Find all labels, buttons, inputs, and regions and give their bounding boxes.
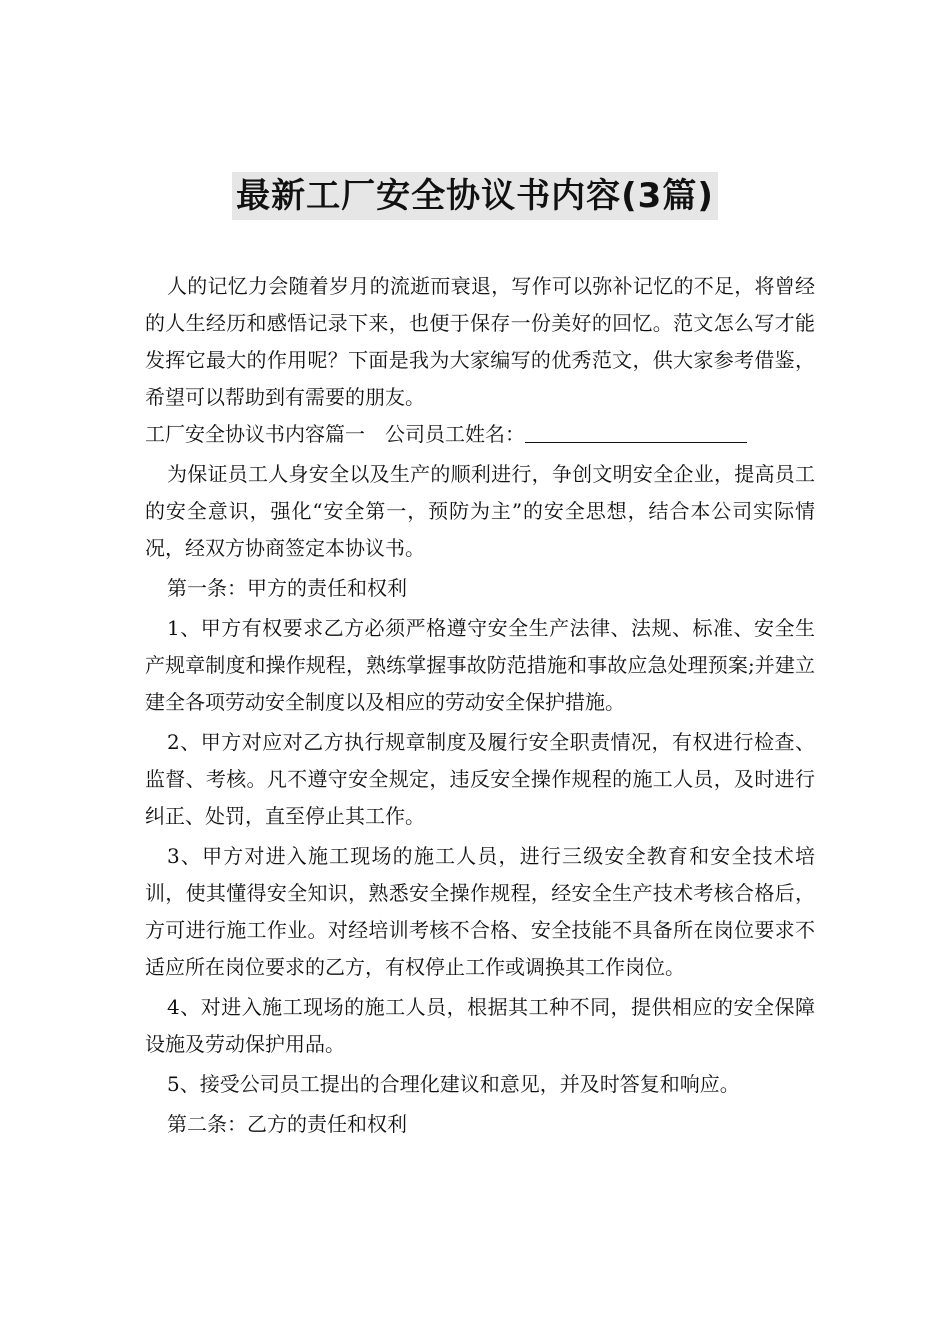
article1-item-2: 2、甲方对应对乙方执行规章制度及履行安全职责情况，有权进行检查、监督、考核。凡不遵守安全规定，违反安全操作规程的施工人员，及时进行纠正、处罚，直至停止其工作。 bbox=[145, 730, 815, 828]
document-title: 最新工厂安全协议书内容(3篇) bbox=[232, 172, 718, 220]
section-heading-line bbox=[145, 416, 815, 453]
employee-name-blank bbox=[525, 420, 747, 443]
article1-item-3: 3、甲方对进入施工现场的施工人员，进行三级安全教育和安全技术培训，使其懂得安全知识，熟悉安全操作规程，经安全生产技术考核合格后，方可进行施工作业。对经培训考核不合格、安全技能不具备所在岗位要求不适应所在岗位要求的乙方，有权停止工作或调换其工作岗位。 bbox=[145, 844, 815, 979]
article1-title: 第一条：甲方的责任和权利 bbox=[167, 576, 407, 600]
article1-item-5: 5、接受公司员工提出的合理化建议和意见，并及时答复和响应。 bbox=[167, 1072, 740, 1096]
employee-name-label: 公司员工姓名： bbox=[385, 422, 525, 446]
article1-item-4: 4、对进入施工现场的施工人员，根据其工种不同，提供相应的安全保障设施及劳动保护用品。 bbox=[145, 995, 815, 1056]
intro-paragraph: 人的记忆力会随着岁月的流逝而衰退，写作可以弥补记忆的不足，将曾经的人生经历和感悟记录下来，也便于保存一份美好的回忆。范文怎么写才能发挥它最大的作用呢？下面是我为大家编写的优秀范文，供大家参考借鉴，希望可以帮助到有需要的朋友。 bbox=[145, 274, 815, 409]
purpose-paragraph: 为保证员工人身安全以及生产的顺利进行，争创文明安全企业，提高员工的安全意识，强化“安全第一，预防为主”的安全思想，结合本公司实际情况，经双方协商签定本协议书。 bbox=[145, 462, 815, 560]
section-heading: 工厂安全协议书内容篇一 bbox=[145, 422, 365, 446]
title-container bbox=[0, 172, 950, 220]
article1-item-1: 1、甲方有权要求乙方必须严格遵守安全生产法律、法规、标准、安全生产规章制度和操作规程，熟练掌握事故防范措施和事故应急处理预案;并建立建全各项劳动安全制度以及相应的劳动安全保护措施。 bbox=[145, 616, 815, 714]
document-body bbox=[145, 268, 815, 1143]
article2-title: 第二条：乙方的责任和权利 bbox=[167, 1112, 407, 1136]
